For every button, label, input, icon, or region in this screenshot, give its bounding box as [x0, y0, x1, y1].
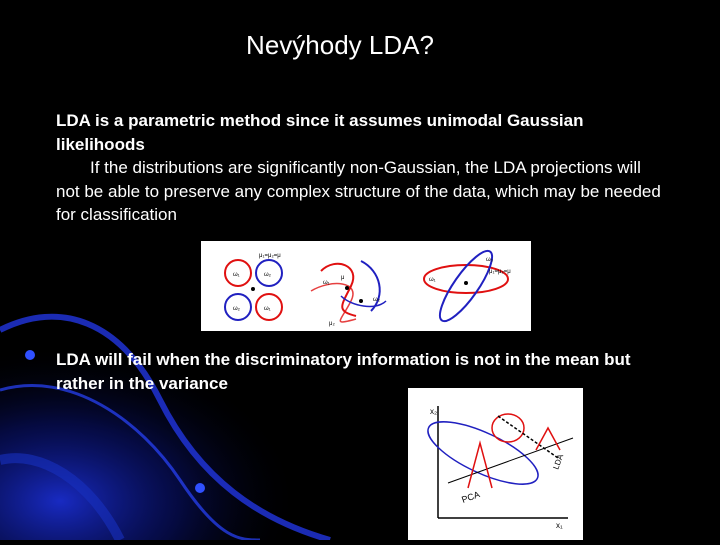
svg-text:μ: μ [341, 275, 345, 281]
slide-title: Nevýhody LDA? [246, 30, 434, 60]
non-gaussian-figure [201, 241, 531, 331]
sub-bullet-non-gaussian: If the distributions are significantly non-Gaussian, the LDA projections will not be able to preserve any complex structure of the data, which may be needed for classification [56, 158, 661, 224]
pca-lda-figure [408, 388, 583, 540]
svg-text:ω₂: ω₂ [373, 297, 381, 303]
curved-clusters-panel [311, 261, 386, 327]
svg-text:ω₂: ω₂ [233, 306, 241, 312]
bullet-variance: LDA will fail when the discriminatory information is not in the mean but rather in the variance [56, 350, 631, 393]
svg-text:μ₁=μ₂=μ: μ₁=μ₂=μ [259, 253, 281, 259]
svg-text:ω₃: ω₃ [486, 257, 494, 263]
svg-text:x₂: x₂ [430, 407, 438, 416]
bullet-parametric: LDA is a parametric method since it assumes unimodal Gaussian likelihoods [56, 111, 584, 154]
svg-text:PCA: PCA [460, 489, 482, 505]
svg-text:LDA: LDA [551, 452, 566, 471]
svg-text:μ₁=μ₂=μ: μ₁=μ₂=μ [489, 269, 511, 275]
svg-text:ω₁: ω₁ [233, 272, 240, 278]
svg-text:ω₁: ω₁ [264, 306, 271, 312]
crossing-ellipses-panel [424, 245, 511, 328]
svg-text:ω₁: ω₁ [323, 280, 330, 286]
svg-text:ω₂: ω₂ [264, 272, 272, 278]
svg-text:x₁: x₁ [556, 521, 563, 530]
four-clusters-panel [225, 253, 282, 320]
svg-text:ω₁: ω₁ [429, 277, 436, 283]
svg-text:μ₂: μ₂ [329, 321, 335, 327]
